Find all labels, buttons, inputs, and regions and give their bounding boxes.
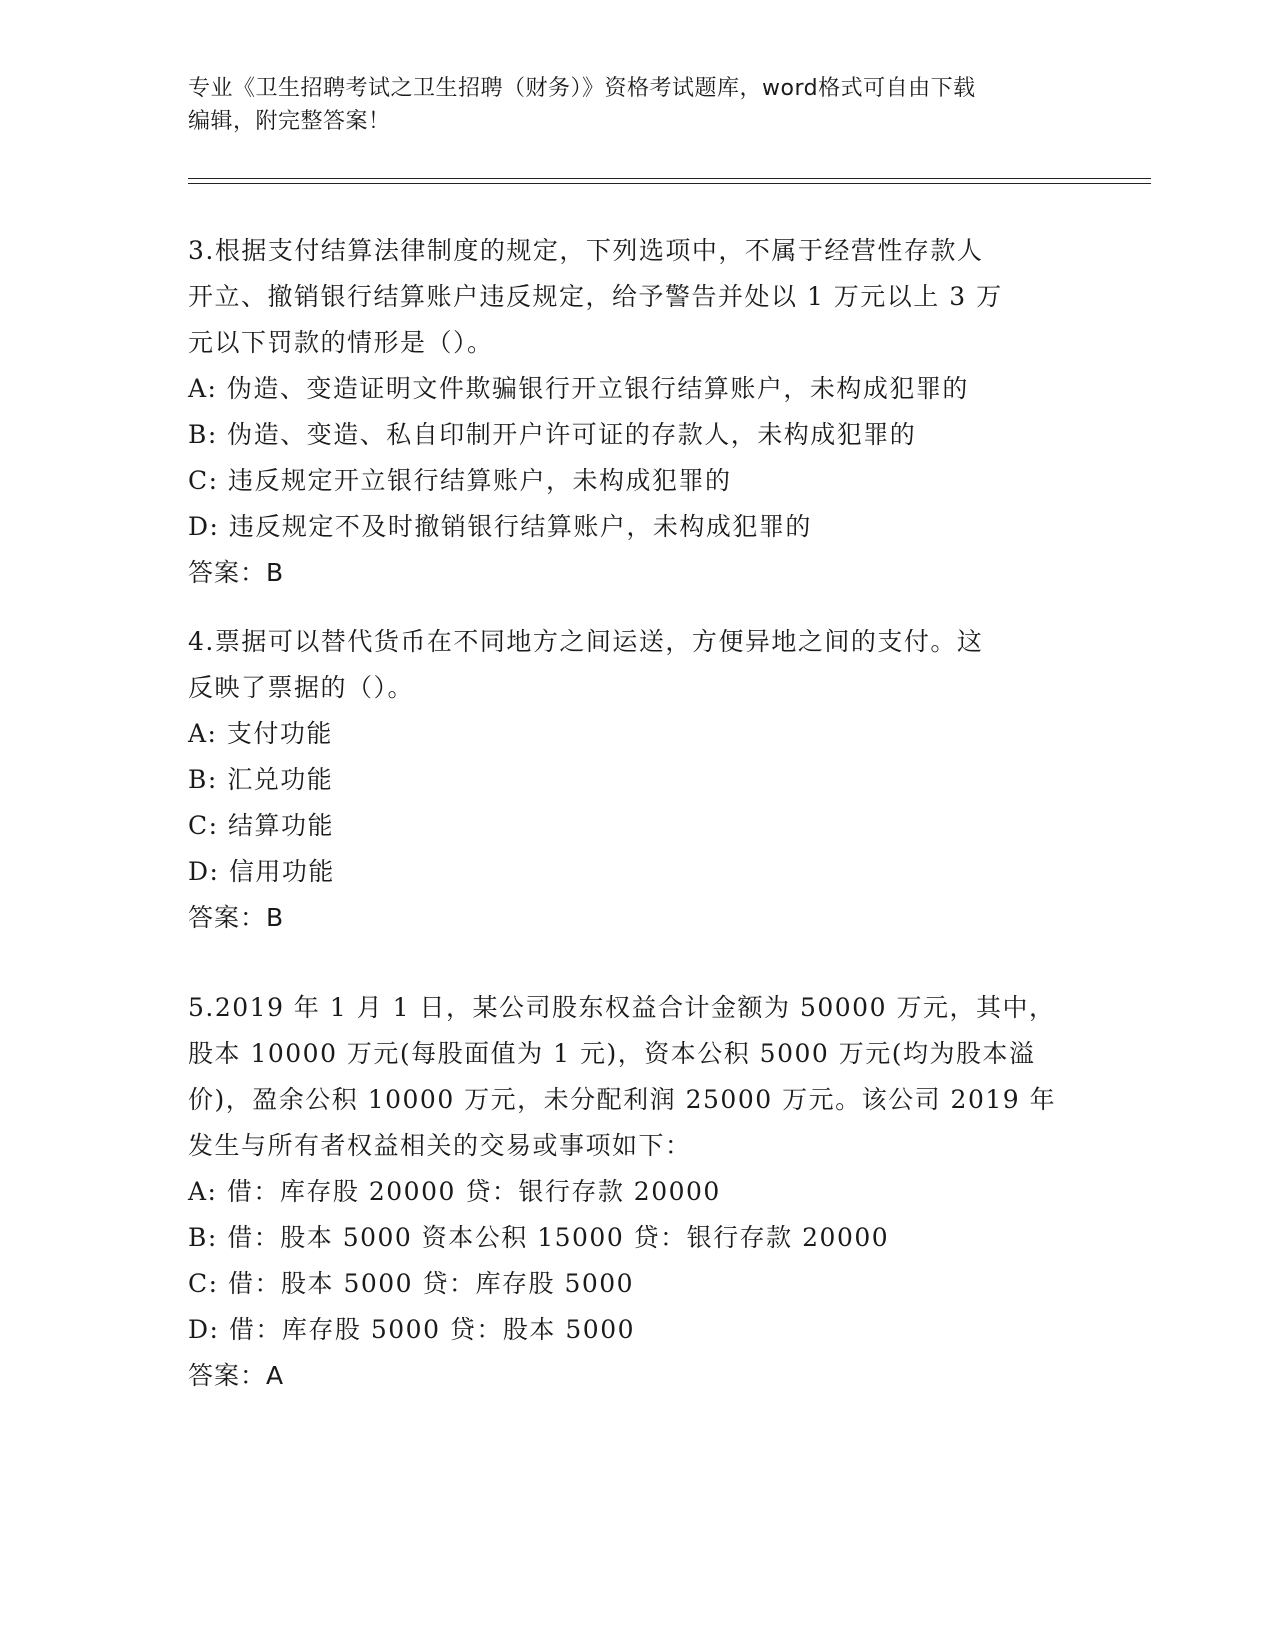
question-stem-line: 元以下罚款的情形是（）。 (188, 328, 494, 357)
option-a: A: 伪造、变造证明文件欺骗银行开立银行结算账户，未构成犯罪的 (188, 374, 969, 403)
question-stem-line: 5.2019 年 1 月 1 日，某公司股东权益合计金额为 50000 万元，其中， (188, 993, 1056, 1022)
option-d: D: 信用功能 (188, 857, 335, 886)
header-divider (188, 178, 1151, 184)
option-c: C: 借：股本 5000 贷：库存股 5000 (188, 1269, 635, 1298)
option-a: A: 借：库存股 20000 贷：银行存款 20000 (188, 1177, 721, 1206)
option-d: D: 违反规定不及时撤销银行结算账户，未构成犯罪的 (188, 512, 812, 541)
option-b: B: 伪造、变造、私自印制开户许可证的存款人，未构成犯罪的 (188, 420, 917, 449)
answer: 答案：B (188, 903, 285, 932)
document-header (188, 72, 1068, 138)
question-stem-line: 发生与所有者权益相关的交易或事项如下： (188, 1131, 692, 1160)
header-line-2: 编辑，附完整答案！ (188, 109, 391, 134)
question-stem-line: 反映了票据的（）。 (188, 673, 415, 702)
answer: 答案：A (188, 1361, 285, 1390)
question-3 (188, 228, 1068, 596)
option-c: C: 违反规定开立银行结算账户，未构成犯罪的 (188, 466, 732, 495)
question-4 (188, 619, 1068, 941)
option-d: D: 借：库存股 5000 贷：股本 5000 (188, 1315, 636, 1344)
question-stem-line: 4.票据可以替代货币在不同地方之间运送，方便异地之间的支付。这 (188, 627, 984, 656)
option-c: C: 结算功能 (188, 811, 334, 840)
question-stem-line: 股本 10000 万元(每股面值为 1 元)，资本公积 5000 万元(均为股本溢 (188, 1039, 1036, 1068)
answer: 答案：B (188, 558, 285, 587)
question-stem-line: 价)，盈余公积 10000 万元，未分配利润 25000 万元。该公司 2019 年 (188, 1085, 1057, 1114)
option-b: B: 借：股本 5000 资本公积 15000 贷：银行存款 20000 (188, 1223, 890, 1252)
header-line-1: 专业《卫生招聘考试之卫生招聘（财务）》资格考试题库，word格式可自由下载 (188, 76, 976, 101)
option-a: A: 支付功能 (188, 719, 333, 748)
question-stem-line: 开立、撤销银行结算账户违反规定，给予警告并处以 1 万元以上 3 万 (188, 282, 1003, 311)
question-stem-line: 3.根据支付结算法律制度的规定，下列选项中，不属于经营性存款人 (188, 236, 984, 265)
option-b: B: 汇兑功能 (188, 765, 334, 794)
question-5 (188, 985, 1068, 1399)
